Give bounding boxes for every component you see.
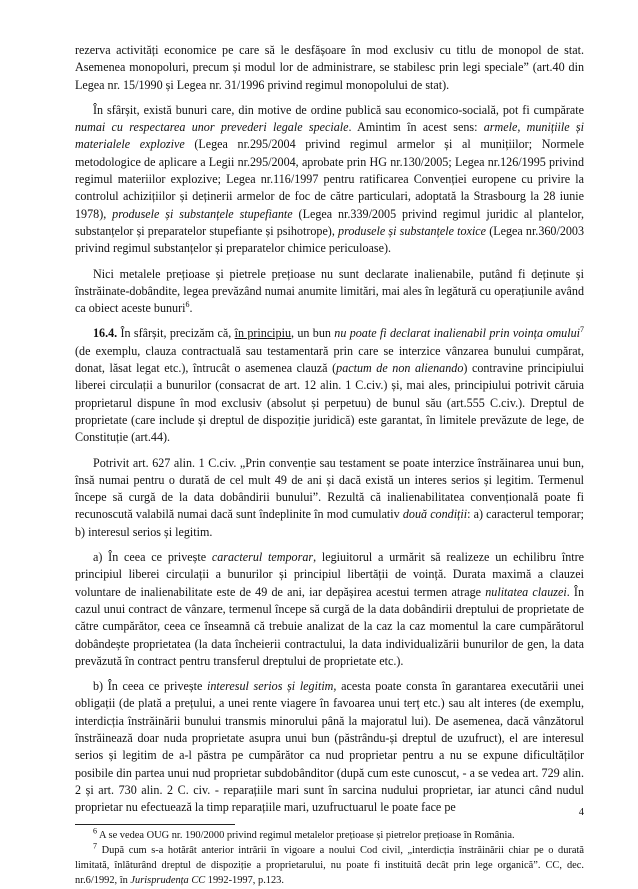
text-run: (Legea nr.295/2004 privind regimul armelor și al munițiilor; Normele metodologice de aplicare a Legii nr.295/2004, aprobate prin HG nr.130/2005; Legea nr.126/1995 privind regimul materiilor explozive; Legea nr.116/1997 pentru ratificarea Convenției europene cu privire la controlul achizițiilor și deținerii armelor de foc de către particulari, adoptată la Strasbourg la 28 iunie 1978),: [75, 137, 585, 221]
text-run: nu poate fi declarat inalienabil prin voința omului: [334, 326, 580, 341]
text-run: pactum de non alienando: [336, 361, 464, 376]
text-run: rezerva activități economice pe care să le desfășoare în mod exclusiv cu titlu de monopol de stat. Asemenea monopoluri, precum și modul lor de administrare, se stabilesc prin legi speciale” (art.40 din Legea nr. 15/1990 și Legea nr. 31/1996 privind regimul monopolului de stat).: [75, 43, 584, 92]
text-run: : a) caracterul temporar; b) interesul serios și legitim.: [75, 507, 584, 539]
footnote-ref: 6: [93, 827, 97, 836]
text-run: (Legea nr.339/2005 privind regimul juridic al plantelor, substanțelor și preparatelor stupefiante și psihotrope),: [75, 206, 584, 238]
text-run: Potrivit art. 627 alin. 1 C.civ. „Prin convenție sau testament se poate interzice înstrăinarea unui bun, însă numai pentru o durată de cel mult 49 de ani și dacă există un interes serios și legitim. Termenul începe să curgă de la data dobândirii bunului”. Rezultă că inalienabilitatea convențională poate fi recunoscută valabilă numai dacă sunt îndeplinite în mod cumulativ: [75, 455, 584, 522]
text-run: (de exemplu, clauza contractuală sau testamentară prin care se interzice vânzarea bunului cumpărat, donat, lăsat legat etc.), întrucât o asemenea clauză (: [75, 343, 584, 376]
text-run: a) În ceea ce privește: [93, 550, 212, 565]
text-run: . În cazul unui contract de vânzare, termenul începe să curgă de la data dobândirii dreptului de proprietate de către cumpărător, ceea ce înseamnă că trebuie analizat de la caz la caz momentul la care cumpărătorul dobândește proprietatea (la data încheierii contractului, la data individualizării bunurilor de gen, la data prevăzută în contract pentru transferul dreptului de proprietate etc.).: [75, 584, 585, 668]
text-run: .: [189, 301, 193, 316]
page-number: 4: [578, 807, 584, 818]
footnote-ref: 7: [93, 841, 97, 851]
paragraph: [75, 42, 584, 94]
text-run: (Legea nr.360/2003 privind regimul substanțelor și preparatelor chimice periculoase).: [75, 223, 585, 256]
text-run: În sfârșit, precizăm că,: [117, 326, 235, 341]
paragraph: [75, 549, 584, 670]
footnote: [75, 841, 584, 888]
text-run: armele, munițiile și materialele explozive: [75, 120, 584, 152]
text-run: produsele și substanțele stupefiante: [112, 206, 293, 221]
paragraph: [75, 325, 584, 446]
paragraph: [75, 678, 584, 816]
footnote: [75, 829, 584, 844]
text-run: , legiuitorul a urmărit să realizeze un echilibru între principiul liberei circulații a bunurilor și principiul libertății de voință. Durata maximă a clauzei voluntare de inalienabilitate este de 49 de ani, iar depășirea acestui termen atrage: [75, 550, 585, 599]
footnote-separator: [75, 824, 235, 825]
paragraph: [75, 102, 584, 258]
text-run: A se vedea OUG nr. 190/2000 privind regimul metalelor prețioase și pietrelor prețioase în România.: [97, 830, 515, 842]
footnote-ref: 7: [580, 325, 584, 335]
text-run: 1992-1997, p.123.: [205, 874, 284, 886]
text-run: Jurisprudența CC: [130, 874, 206, 886]
text-run: nulitatea clauzei: [485, 584, 567, 599]
text-run: produsele și substanțele toxice: [338, 223, 487, 238]
text-run: , un bun: [291, 326, 335, 341]
footnote-ref: 6: [185, 300, 190, 310]
text-run: numai cu respectarea unor prevederi legale speciale: [75, 120, 349, 135]
text-run: în principiu: [234, 326, 291, 341]
paragraph: [75, 455, 584, 541]
text-run: . Amintim în acest sens:: [348, 120, 484, 135]
text-run: În sfârșit, există bunuri care, din motive de ordine publică sau economico-socială, pot fi cumpărate: [93, 102, 584, 117]
text-run: 16.4.: [93, 326, 118, 341]
text-run: Nici metalele prețioase și pietrele prețioase nu sunt declarate inalienabile, putând fi deținute și înstrăinate-dobândite, legea prevăzând numai anumite limitări, mai ales în legătură cu operațiunile având ca obiect aceste bunuri: [75, 266, 584, 316]
text-run: După cum s-a hotărât anterior intrării în vigoare a noului Cod civil, „interdicția înstrăinării chiar pe o durată limitată, înlăturând dreptul de dispoziție a proprietarului, nu poate fi instituită decât prin lege organică”. CC, dec. nr.6/1992, în: [75, 845, 584, 886]
text-run: b) În ceea ce privește: [93, 679, 207, 694]
text-run: caracterul temporar: [211, 550, 314, 565]
text-run: ) contravine principiului liberei circulații a bunurilor (consacrat de art. 12 alin. 1 C.civ.) și, mai ales, principiului potrivit căruia proprietarul dispune în mod exclusiv (absolut și perpetuu) de bunul său (art.555 C.civ.). Dreptul de proprietate (care include și dreptul de dispoziție juridică) este garantat, în limitele prevăzute de lege, de Constituție (art.44).: [75, 361, 584, 445]
paragraph: [75, 266, 584, 318]
text-run: două condiții: [402, 507, 468, 522]
text-run: interesul serios și legitim,: [206, 679, 337, 694]
body-text: [75, 42, 584, 816]
text-run: acesta poate consta în garantarea executării unei obligații (de plată a prețului, a unei rente viagere în favoarea unui terț etc.) sau alt interes (de exemplu, interdicția înstrăinării bunului transmis minorului până la majoratul lui). De asemenea, dacă vânzătorul înstrăinează doar nuda proprietate asupra unui bun (păstrându-și dreptul de uzufruct), el are interesul serios și legitim de a-l păstra pe cumpărător ca nud proprietar pentru a nu se expune dificultăților posibile din partea unui nud proprietar subdobânditor (după cum este cunoscut, - a se vedea art. 729 alin. 2 și art. 730 alin. 2 C. civ. - reparațiile mari sunt în sarcina nudului proprietar, iar atunci când nudul proprietar nu efectuează la timp reparațiile mari, uzufructuarul le poate face pe: [75, 679, 584, 815]
footnotes: [75, 829, 584, 888]
